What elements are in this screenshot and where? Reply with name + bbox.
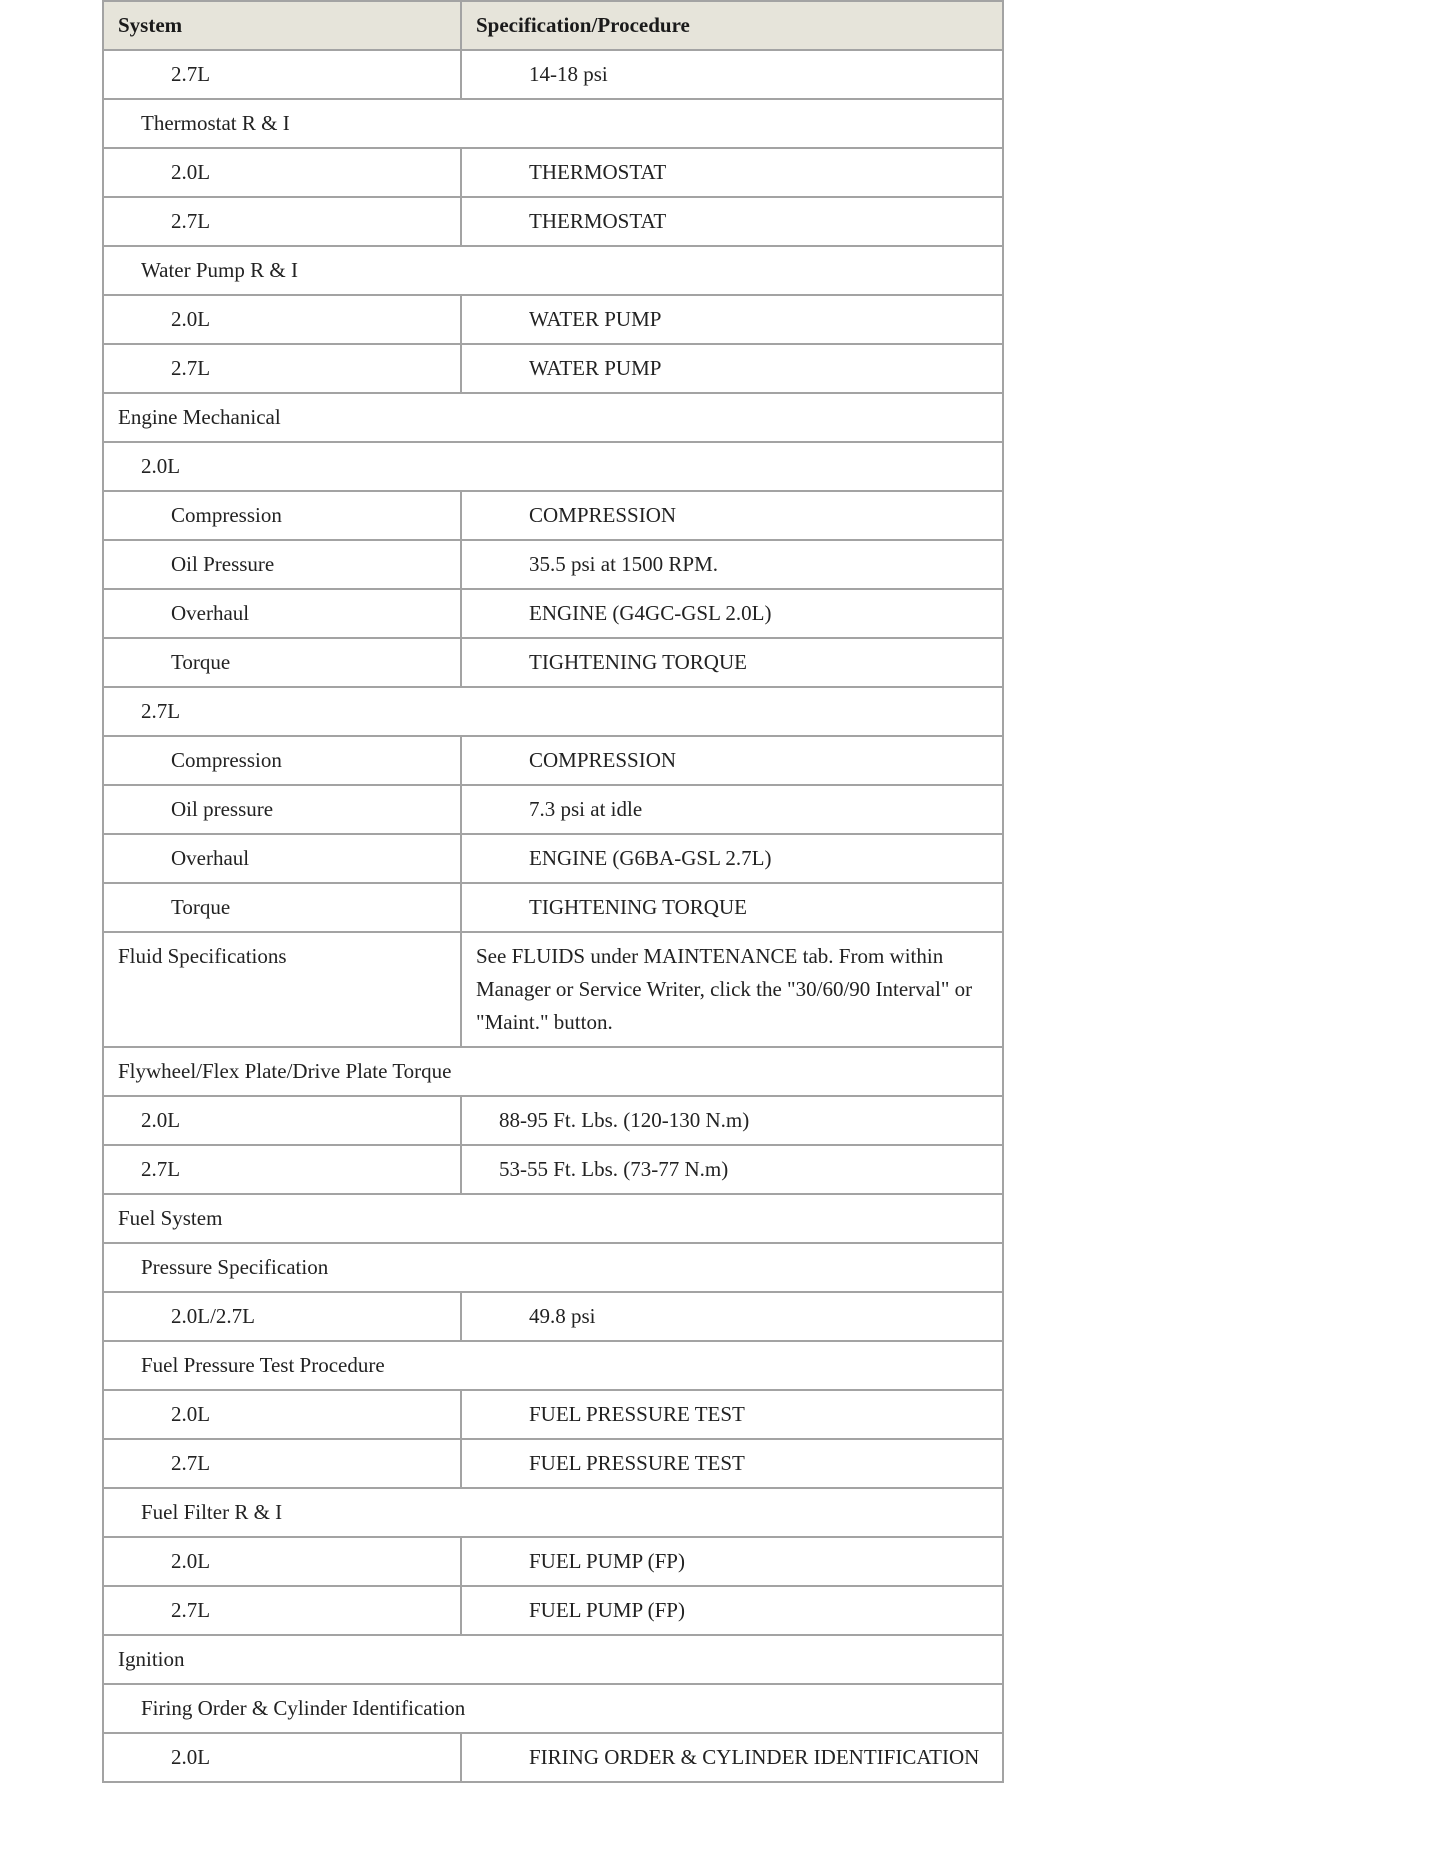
section-row	[103, 393, 1003, 442]
specification-cell: TIGHTENING TORQUE	[461, 638, 1003, 687]
section-row	[103, 99, 1003, 148]
header-row	[103, 1, 1003, 50]
specification-cell: 88-95 Ft. Lbs. (120-130 N.m)	[461, 1096, 1003, 1145]
specification-cell: 14-18 psi	[461, 50, 1003, 99]
table-row	[103, 589, 1003, 638]
specification-cell: FIRING ORDER & CYLINDER IDENTIFICATION	[461, 1733, 1003, 1782]
system-cell: Oil pressure	[103, 785, 461, 834]
system-cell: Torque	[103, 883, 461, 932]
section-label: Ignition	[103, 1635, 1003, 1684]
system-cell: 2.7L	[103, 1586, 461, 1635]
table-row	[103, 638, 1003, 687]
table-row	[103, 295, 1003, 344]
section-label: 2.7L	[103, 687, 1003, 736]
table-row	[103, 197, 1003, 246]
section-row	[103, 246, 1003, 295]
table-row	[103, 1145, 1003, 1194]
specification-cell: FUEL PUMP (FP)	[461, 1537, 1003, 1586]
section-label: Fuel Pressure Test Procedure	[103, 1341, 1003, 1390]
section-row	[103, 1488, 1003, 1537]
section-label: Fuel Filter R & I	[103, 1488, 1003, 1537]
table-row	[103, 1733, 1003, 1782]
header-specification: Specification/Procedure	[461, 1, 1003, 50]
table-row	[103, 1096, 1003, 1145]
header-system: System	[103, 1, 461, 50]
table-row	[103, 540, 1003, 589]
table-row	[103, 1586, 1003, 1635]
specification-cell: 7.3 psi at idle	[461, 785, 1003, 834]
system-cell: Compression	[103, 736, 461, 785]
specification-cell: TIGHTENING TORQUE	[461, 883, 1003, 932]
system-cell: Compression	[103, 491, 461, 540]
section-row	[103, 1684, 1003, 1733]
table-row	[103, 932, 1003, 1047]
table-row	[103, 1439, 1003, 1488]
section-label: Thermostat R & I	[103, 99, 1003, 148]
table-row	[103, 50, 1003, 99]
section-label: Firing Order & Cylinder Identification	[103, 1684, 1003, 1733]
section-row	[103, 442, 1003, 491]
system-cell: 2.7L	[103, 1439, 461, 1488]
section-label: 2.0L	[103, 442, 1003, 491]
section-row	[103, 1047, 1003, 1096]
system-cell: Overhaul	[103, 834, 461, 883]
specification-cell: WATER PUMP	[461, 344, 1003, 393]
specifications-table	[102, 0, 1004, 1783]
specification-cell: 35.5 psi at 1500 RPM.	[461, 540, 1003, 589]
system-cell: 2.7L	[103, 344, 461, 393]
section-row	[103, 1635, 1003, 1684]
table-row	[103, 1292, 1003, 1341]
table-row	[103, 1390, 1003, 1439]
section-label: Water Pump R & I	[103, 246, 1003, 295]
specification-cell: 49.8 psi	[461, 1292, 1003, 1341]
system-cell: Overhaul	[103, 589, 461, 638]
system-cell: 2.0L	[103, 1537, 461, 1586]
specification-cell: THERMOSTAT	[461, 148, 1003, 197]
table-row	[103, 1537, 1003, 1586]
table-body	[103, 50, 1003, 1782]
specification-cell: COMPRESSION	[461, 491, 1003, 540]
section-label: Flywheel/Flex Plate/Drive Plate Torque	[103, 1047, 1003, 1096]
section-row	[103, 687, 1003, 736]
specification-cell: FUEL PUMP (FP)	[461, 1586, 1003, 1635]
section-row	[103, 1341, 1003, 1390]
table-row	[103, 834, 1003, 883]
specification-cell: FUEL PRESSURE TEST	[461, 1390, 1003, 1439]
system-cell: 2.0L	[103, 148, 461, 197]
system-cell: 2.0L	[103, 295, 461, 344]
section-label: Fuel System	[103, 1194, 1003, 1243]
system-cell: Oil Pressure	[103, 540, 461, 589]
specification-cell: WATER PUMP	[461, 295, 1003, 344]
system-cell: 2.7L	[103, 50, 461, 99]
section-row	[103, 1194, 1003, 1243]
table-row	[103, 785, 1003, 834]
table-row	[103, 883, 1003, 932]
system-cell: 2.7L	[103, 197, 461, 246]
specification-cell: THERMOSTAT	[461, 197, 1003, 246]
table-header	[103, 1, 1003, 50]
section-label: Engine Mechanical	[103, 393, 1003, 442]
system-cell: 2.0L/2.7L	[103, 1292, 461, 1341]
specification-cell: COMPRESSION	[461, 736, 1003, 785]
table-row	[103, 736, 1003, 785]
specification-cell: 53-55 Ft. Lbs. (73-77 N.m)	[461, 1145, 1003, 1194]
system-cell: Fluid Specifications	[103, 932, 461, 1047]
specification-cell: See FLUIDS under MAINTENANCE tab. From within Manager or Service Writer, click the "30/60/90 Interval" or "Maint." button.	[461, 932, 1003, 1047]
section-row	[103, 1243, 1003, 1292]
table-row	[103, 148, 1003, 197]
table-row	[103, 344, 1003, 393]
specification-cell: ENGINE (G4GC-GSL 2.0L)	[461, 589, 1003, 638]
system-cell: Torque	[103, 638, 461, 687]
system-cell: 2.7L	[103, 1145, 461, 1194]
system-cell: 2.0L	[103, 1390, 461, 1439]
system-cell: 2.0L	[103, 1733, 461, 1782]
specification-cell: FUEL PRESSURE TEST	[461, 1439, 1003, 1488]
section-label: Pressure Specification	[103, 1243, 1003, 1292]
specification-cell: ENGINE (G6BA-GSL 2.7L)	[461, 834, 1003, 883]
table-row	[103, 491, 1003, 540]
system-cell: 2.0L	[103, 1096, 461, 1145]
